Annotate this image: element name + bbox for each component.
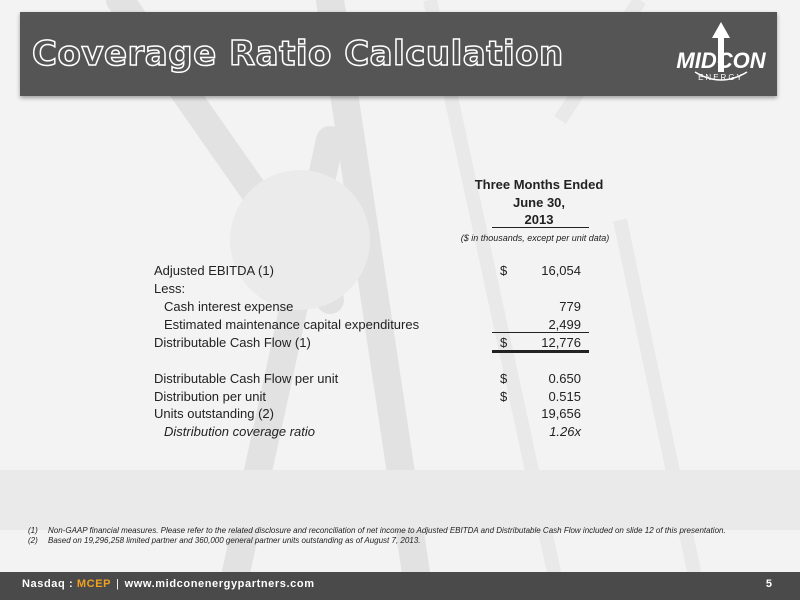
table-row (154, 299, 584, 316)
table-row (154, 263, 584, 280)
footer-text (22, 578, 315, 590)
row-value: 12,776 (541, 335, 581, 350)
subtotal-rule (492, 332, 589, 333)
footnotes (28, 526, 778, 546)
row-label: Less: (154, 281, 186, 296)
midcon-energy-logo (675, 20, 767, 88)
page-title: Coverage Ratio Calculation (32, 34, 564, 74)
logo-text: MIDCON (676, 48, 766, 73)
row-label: Distribution per unit (154, 389, 266, 404)
footnote-number: (2) (28, 536, 38, 545)
footnote-text: Based on 19,296,258 limited partner and 360,000 general partner units outstanding as of August 7, 2013. (48, 536, 421, 545)
row-value: 0.650 (548, 371, 581, 386)
table-row (154, 424, 584, 441)
column-header (466, 176, 612, 229)
footer-separator: | (116, 578, 120, 590)
column-header-line-3: 2013 (524, 212, 554, 227)
ticker-symbol: MCEP (76, 578, 112, 590)
footer-bar (0, 572, 800, 600)
column-header-line-2: June 30, (512, 194, 566, 210)
currency-symbol: $ (500, 389, 508, 404)
units-note: ($ in thousands, except per unit data) (460, 233, 610, 243)
row-label: Units outstanding (2) (154, 406, 274, 421)
row-value: 19,656 (541, 406, 581, 421)
column-header-underline (492, 227, 589, 228)
row-value: 779 (559, 299, 581, 314)
table-row (154, 371, 584, 388)
total-double-rule (492, 350, 589, 353)
logo-subtext: ENERGY (698, 73, 744, 82)
row-value: 1.26x (549, 424, 581, 439)
table-row (154, 389, 584, 406)
currency-symbol: $ (500, 263, 508, 278)
row-value: 16,054 (541, 263, 581, 278)
row-value: 0.515 (548, 389, 581, 404)
row-label: Distributable Cash Flow per unit (154, 371, 339, 386)
table-row (154, 406, 584, 423)
row-label: Cash interest expense (164, 299, 294, 314)
row-value: 2,499 (548, 317, 581, 332)
currency-symbol: $ (500, 335, 508, 350)
currency-symbol: $ (500, 371, 508, 386)
page-number: 5 (765, 578, 772, 590)
row-label: Distribution coverage ratio (164, 424, 316, 439)
row-label: Adjusted EBITDA (1) (154, 263, 274, 278)
footnote (28, 526, 778, 536)
row-label: Distributable Cash Flow (1) (154, 335, 311, 350)
footnote-text: Non-GAAP financial measures. Please refer to the related disclosure and reconciliation of net income to Adjusted EBITDA and Distributable Cash Flow included on slide 12 of this presentation. (48, 526, 726, 535)
website-link[interactable]: www.midconenergypartners.com (124, 578, 315, 590)
column-header-line-1: Three Months Ended (474, 177, 604, 192)
footnote-number: (1) (28, 526, 38, 535)
table-row (154, 281, 584, 298)
exchange-label: Nasdaq : (22, 578, 77, 590)
row-label: Estimated maintenance capital expenditures (164, 317, 420, 332)
title-banner (20, 12, 777, 96)
footnote (28, 536, 778, 546)
